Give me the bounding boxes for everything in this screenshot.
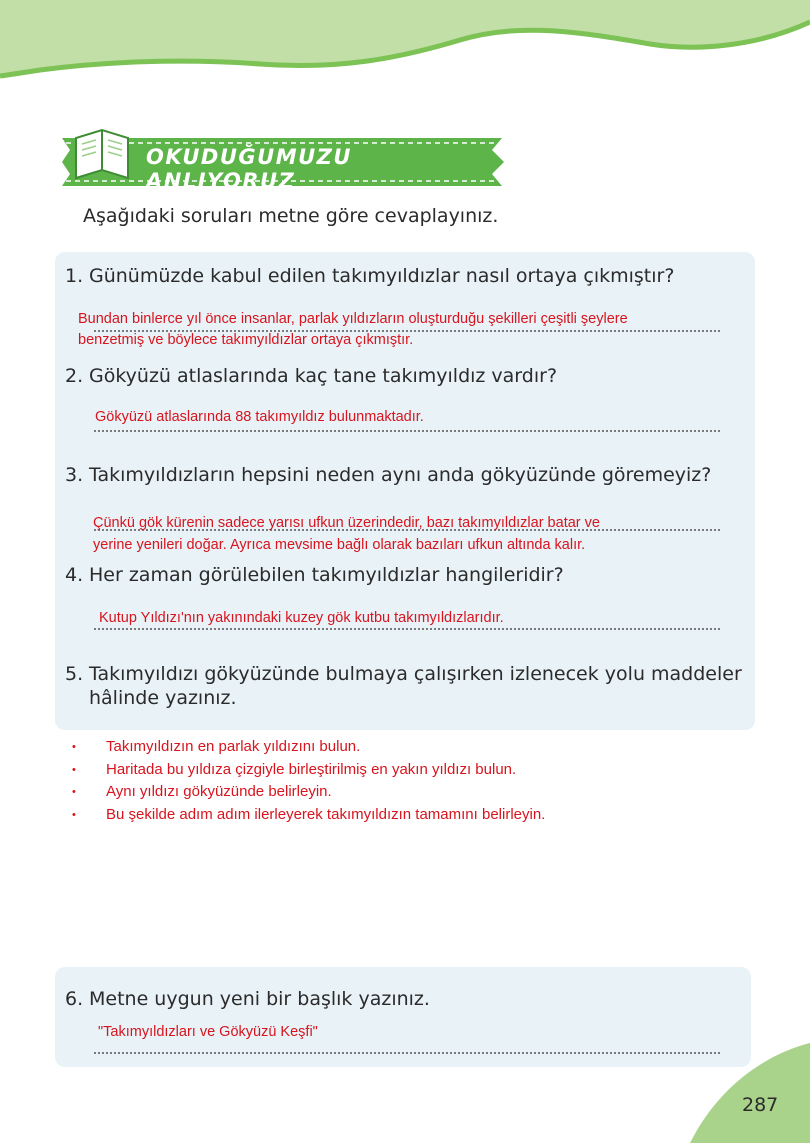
top-wave-decoration [0, 0, 810, 90]
list-item-text: Aynı yıldızı gökyüzünde belirleyin. [106, 783, 332, 800]
list-item-text: Takımyıldızın en parlak yıldızını bulun. [106, 738, 361, 755]
question-5-continuation: hâlinde yazınız. [89, 687, 237, 709]
question-number: 4. [65, 564, 84, 586]
answer-4-line-1[interactable]: Kutup Yıldızı'nın yakınındaki kuzey gök kutbu takımyıldızlarıdır. [99, 610, 504, 626]
question-text: Takımyıldızların hepsini neden aynı anda gökyüzünde göremeyiz? [89, 464, 712, 486]
list-item[interactable] [68, 804, 545, 827]
open-book-icon [76, 130, 128, 178]
question-6 [65, 987, 430, 1011]
answer-line [94, 1052, 720, 1054]
question-5 [65, 662, 742, 686]
bullet-icon: • [72, 741, 76, 753]
question-number: 1. [65, 265, 84, 287]
answer-3-line-2[interactable]: yerine yenileri doğar. Ayrıca mevsime bağlı olarak bazıları ufkun altında kalır. [93, 537, 586, 553]
question-number: 2. [65, 365, 84, 387]
instruction-text: Aşağıdaki soruları metne göre cevaplayınız. [83, 205, 499, 227]
question-1 [65, 264, 674, 288]
answer-6-line-1[interactable]: "Takımyıldızları ve Gökyüzü Keşfi" [98, 1024, 318, 1040]
question-text: Gökyüzü atlaslarında kaç tane takımyıldız vardır? [89, 365, 558, 387]
list-item[interactable] [68, 736, 545, 759]
section-title: OKUDUĞUMUZU ANLIYORUZ [146, 145, 352, 193]
question-2 [65, 364, 557, 388]
bullet-icon: • [72, 786, 76, 798]
list-item-text: Haritada bu yıldıza çizgiyle birleştirilmiş en yakın yıldızı bulun. [106, 760, 517, 778]
list-item-text: Bu şekilde adım adım ilerleyerek takımyıldızın tamamını belirleyin. [106, 805, 546, 823]
question-number: 3. [65, 464, 84, 486]
answer-5-list [68, 736, 545, 826]
list-item[interactable] [68, 781, 545, 804]
question-text: Metne uygun yeni bir başlık yazınız. [89, 988, 430, 1010]
answer-line [94, 430, 720, 432]
answer-1-line-2[interactable]: benzetmiş ve böylece takımyıldızlar ortaya çıkmıştır. [78, 332, 414, 348]
answer-3-line-1[interactable]: Çünkü gök kürenin sadece yarısı ufkun üzerindedir, bazı takımyıldızlar batar ve [93, 515, 600, 531]
answer-1-line-1[interactable]: Bundan binlerce yıl önce insanlar, parlak yıldızların oluşturduğu şekilleri çeşitli şeylere [78, 311, 628, 327]
question-4 [65, 563, 564, 587]
bullet-icon: • [72, 763, 76, 776]
question-number: 5. [65, 663, 84, 685]
question-3 [65, 463, 711, 487]
answer-2-line-1[interactable]: Gökyüzü atlaslarında 88 takımyıldız bulunmaktadır. [95, 409, 424, 425]
question-text: Günümüzde kabul edilen takımyıldızlar nasıl ortaya çıkmıştır? [89, 265, 675, 287]
page-number: 287 [742, 1094, 779, 1116]
question-text: Takımyıldızı gökyüzünde bulmaya çalışırken izlenecek yolu maddeler [89, 663, 742, 685]
section-banner [62, 128, 508, 192]
question-text: Her zaman görülebilen takımyıldızlar hangileridir? [89, 564, 564, 586]
bullet-icon: • [72, 808, 76, 821]
question-number: 6. [65, 988, 84, 1010]
list-item[interactable] [68, 759, 545, 782]
